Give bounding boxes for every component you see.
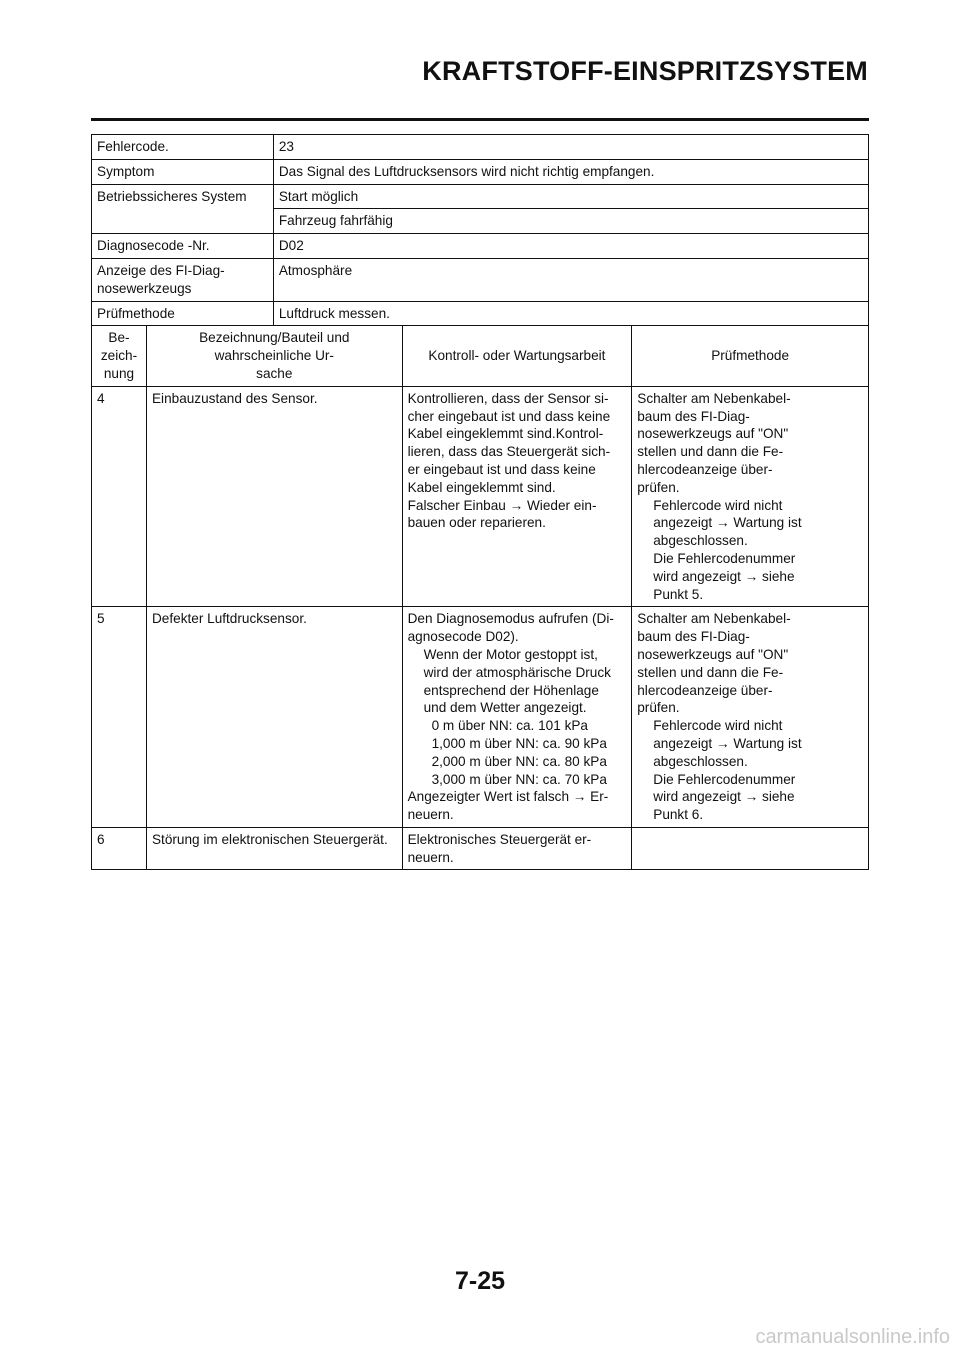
fault-code-table bbox=[91, 134, 869, 870]
row-kontroll bbox=[402, 607, 632, 828]
header-bezeichnung bbox=[146, 326, 402, 386]
info-row-symptom bbox=[92, 159, 869, 184]
pruef-result-line: abgeschlossen. bbox=[653, 533, 748, 549]
row-number: 5 bbox=[92, 607, 147, 828]
header-nr-line-1: Be- bbox=[108, 330, 130, 346]
kontroll-line: neuern. bbox=[407, 849, 454, 865]
header-bez-line-1: Bezeichnung/Bauteil und wahrscheinliche Ur- bbox=[199, 330, 350, 364]
pruef-line: prüfen. bbox=[637, 700, 680, 716]
info-row-anzeige bbox=[92, 258, 869, 301]
page-title: KRAFTSTOFF-EINSPRITZSYSTEM bbox=[422, 56, 868, 86]
pruef-line: stellen und dann die Fe- bbox=[637, 664, 784, 680]
pruef-result-line: Fehlercode wird nicht bbox=[653, 718, 783, 734]
row-bezeichnung: Störung im elektronischen Steuergerät. bbox=[146, 827, 402, 870]
row-pruefmethode bbox=[632, 386, 869, 607]
kontroll-line: Elektronisches Steuergerät er- bbox=[407, 831, 592, 847]
kontroll-line: neuern. bbox=[407, 807, 454, 823]
betrieb-label: Betriebssicheres System bbox=[92, 184, 274, 234]
pruef-result-line: Punkt 6. bbox=[653, 807, 704, 823]
info-row-betrieb bbox=[92, 184, 869, 209]
kontroll-line: Falscher Einbau → Wieder ein- bbox=[407, 497, 597, 513]
pruef-result-line: wird angezeigt → siehe bbox=[653, 568, 795, 584]
pruef-value: Luftdruck messen. bbox=[273, 301, 868, 326]
kontroll-line: bauen oder reparieren. bbox=[407, 515, 546, 531]
header-nr-line-2: zeich- bbox=[100, 348, 138, 364]
watermark: carmanualsonline.info bbox=[755, 1326, 950, 1348]
betrieb-value-1: Start möglich bbox=[273, 184, 868, 209]
kontroll-note-line: wird der atmosphärische Druck bbox=[423, 664, 611, 680]
pruef-line: nosewerkzeugs auf "ON" bbox=[637, 426, 789, 442]
row-number: 4 bbox=[92, 386, 147, 607]
fehlercode-value: 23 bbox=[273, 135, 868, 160]
kontroll-line: er eingebaut ist und dass keine bbox=[407, 461, 596, 477]
pruef-result-line: Die Fehlercodenummer bbox=[653, 550, 796, 566]
pruef-result-line: wird angezeigt → siehe bbox=[653, 789, 795, 805]
kontroll-line: lieren, dass das Steuergerät sich- bbox=[407, 444, 611, 460]
pruef-line: Schalter am Nebenkabel- bbox=[637, 390, 791, 406]
pruef-line: nosewerkzeugs auf "ON" bbox=[637, 646, 789, 662]
pruef-line: baum des FI-Diag- bbox=[637, 408, 750, 424]
kontroll-line: Den Diagnosemodus aufrufen (Di- bbox=[407, 611, 614, 627]
info-row-pruefmethode bbox=[92, 301, 869, 326]
pruef-line: Schalter am Nebenkabel- bbox=[637, 611, 791, 627]
anzeige-label-line-1: Anzeige des FI-Diag- bbox=[97, 262, 225, 278]
anzeige-value: Atmosphäre bbox=[273, 258, 868, 301]
diag-value: D02 bbox=[273, 234, 868, 259]
row-bezeichnung: Einbauzustand des Sensor. bbox=[146, 386, 402, 607]
pruef-result-line: Fehlercode wird nicht bbox=[653, 497, 783, 513]
page-number: 7-25 bbox=[454, 1267, 506, 1295]
pruef-line: hlercodeanzeige über- bbox=[637, 461, 773, 477]
header-bezeichnung-nr bbox=[92, 326, 147, 386]
kontroll-line: Kontrollieren, dass der Sensor si- bbox=[407, 390, 609, 406]
pruef-line: stellen und dann die Fe- bbox=[637, 444, 784, 460]
row-pruefmethode bbox=[632, 607, 869, 828]
kontroll-line: Kabel eingeklemmt sind. bbox=[407, 479, 556, 495]
kontroll-note-line: und dem Wetter angezeigt. bbox=[423, 700, 587, 716]
table-row bbox=[92, 827, 869, 870]
pruef-result-line: angezeigt → Wartung ist bbox=[653, 735, 802, 751]
pruef-result-line: Punkt 5. bbox=[653, 586, 704, 602]
pruef-line: prüfen. bbox=[637, 479, 680, 495]
anzeige-label-line-2: nosewerkzeugs bbox=[97, 280, 192, 296]
kontroll-line: cher eingebaut ist und dass keine bbox=[407, 408, 611, 424]
row-pruefmethode bbox=[632, 827, 869, 870]
info-row-diagnosecode bbox=[92, 234, 869, 259]
symptom-value: Das Signal des Luftdrucksensors wird nicht richtig empfangen. bbox=[273, 159, 868, 184]
pruef-line: baum des FI-Diag- bbox=[637, 629, 750, 645]
header-kontroll: Kontroll- oder Wartungsarbeit bbox=[402, 326, 632, 386]
betrieb-value-2: Fahrzeug fahrfähig bbox=[273, 209, 868, 234]
anzeige-label bbox=[92, 258, 274, 301]
info-row-fehlercode bbox=[92, 135, 869, 160]
header-nr-line-3: nung bbox=[103, 365, 135, 381]
altitude-pressure-line: 0 m über NN: ca. 101 kPa bbox=[431, 718, 588, 734]
table-row bbox=[92, 386, 869, 607]
kontroll-note-line: entsprechend der Höhenlage bbox=[423, 682, 599, 698]
header-bez-line-2: sache bbox=[256, 365, 293, 381]
pruef-result-line: abgeschlossen. bbox=[653, 753, 748, 769]
kontroll-note-line: Wenn der Motor gestoppt ist, bbox=[423, 646, 598, 662]
pruef-line: hlercodeanzeige über- bbox=[637, 682, 773, 698]
title-rule bbox=[91, 118, 869, 121]
altitude-pressure-line: 2,000 m über NN: ca. 80 kPa bbox=[431, 753, 607, 769]
header-pruefmethode: Prüfmethode bbox=[632, 326, 869, 386]
kontroll-line: agnosecode D02). bbox=[407, 629, 519, 645]
table-row bbox=[92, 607, 869, 828]
pruef-result-line: Die Fehlercodenummer bbox=[653, 771, 796, 787]
symptom-label: Symptom bbox=[92, 159, 274, 184]
altitude-pressure-line: 3,000 m über NN: ca. 70 kPa bbox=[431, 771, 607, 787]
altitude-pressure-line: 1,000 m über NN: ca. 90 kPa bbox=[431, 735, 607, 751]
pruef-label: Prüfmethode bbox=[92, 301, 274, 326]
row-bezeichnung: Defekter Luftdrucksensor. bbox=[146, 607, 402, 828]
row-kontroll bbox=[402, 827, 632, 870]
column-header-row bbox=[92, 326, 869, 386]
pruef-result-line: angezeigt → Wartung ist bbox=[653, 515, 802, 531]
row-number: 6 bbox=[92, 827, 147, 870]
diag-label: Diagnosecode -Nr. bbox=[92, 234, 274, 259]
kontroll-line: Kabel eingeklemmt sind.Kontrol- bbox=[407, 426, 604, 442]
fehlercode-label: Fehlercode. bbox=[92, 135, 274, 160]
kontroll-line: Angezeigter Wert ist falsch → Er- bbox=[407, 789, 609, 805]
row-kontroll bbox=[402, 386, 632, 607]
